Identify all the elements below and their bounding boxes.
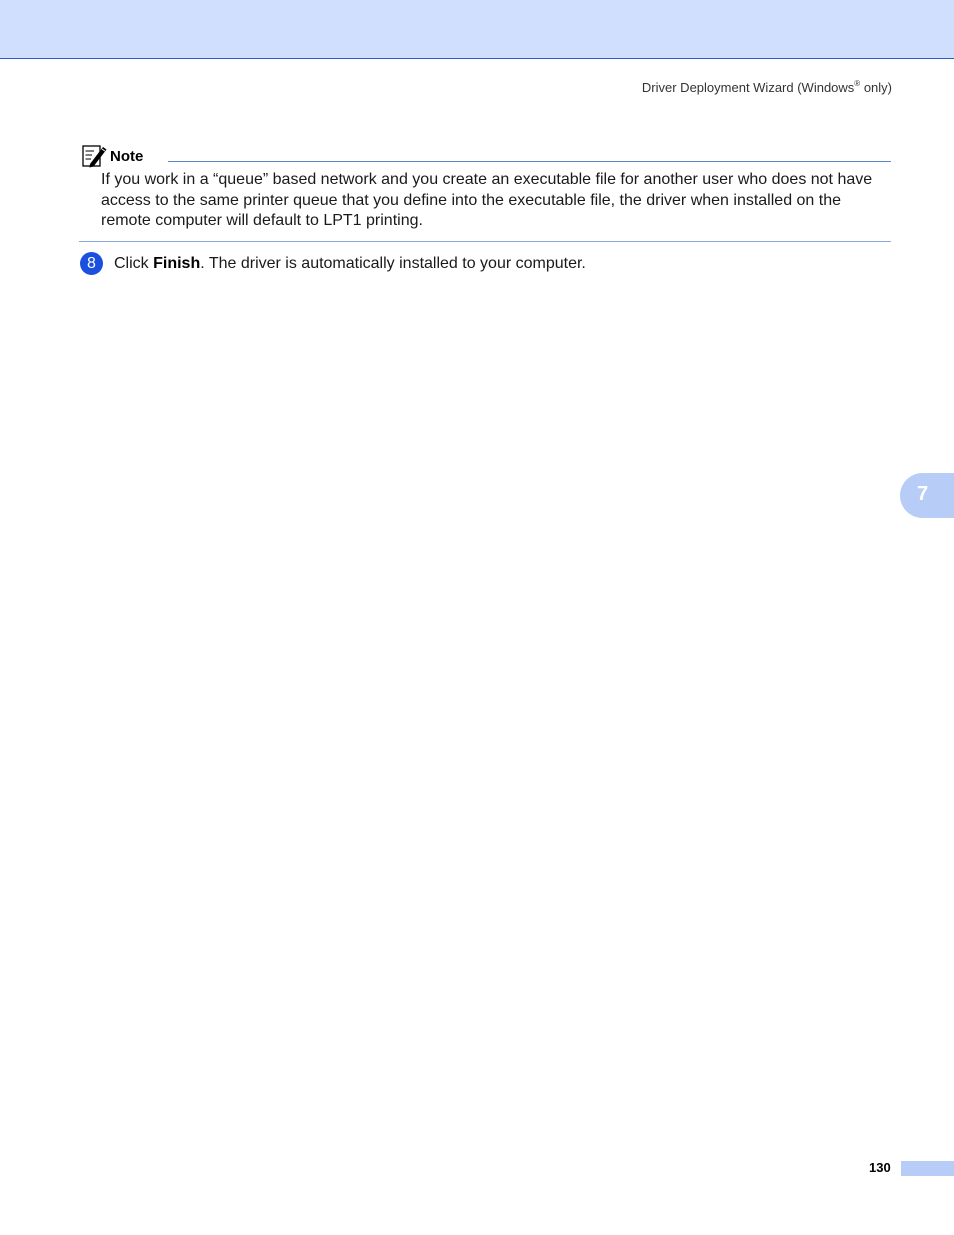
note-pencil-icon [81,143,108,168]
page-number: 130 [869,1160,891,1175]
running-header-suffix: only) [860,80,892,95]
note-top-rule [168,161,891,162]
note-bottom-rule [79,241,891,242]
note-label: Note [110,148,144,165]
chapter-number: 7 [917,483,929,505]
chapter-tab [900,473,954,518]
header-band [0,0,954,59]
note-body: If you work in a “queue” based network and you create an executable file for another user who does not have access to the same printer queue that you define into the executable file, the driver when installed on the remote computer will default to LPT1 printing. [101,171,873,229]
running-header-title: Driver Deployment Wizard (Windows [641,80,855,95]
finish-emphasis: Finish [153,255,201,272]
footer-bar [901,1161,954,1176]
running-header [642,80,892,95]
step-instruction [114,254,586,274]
registered-mark: ® [854,79,861,88]
step-text-end: . The driver is automatically installed to your computer. [200,255,586,272]
step-text-start: Click [114,255,154,272]
step-number-badge: 8 [80,252,103,275]
